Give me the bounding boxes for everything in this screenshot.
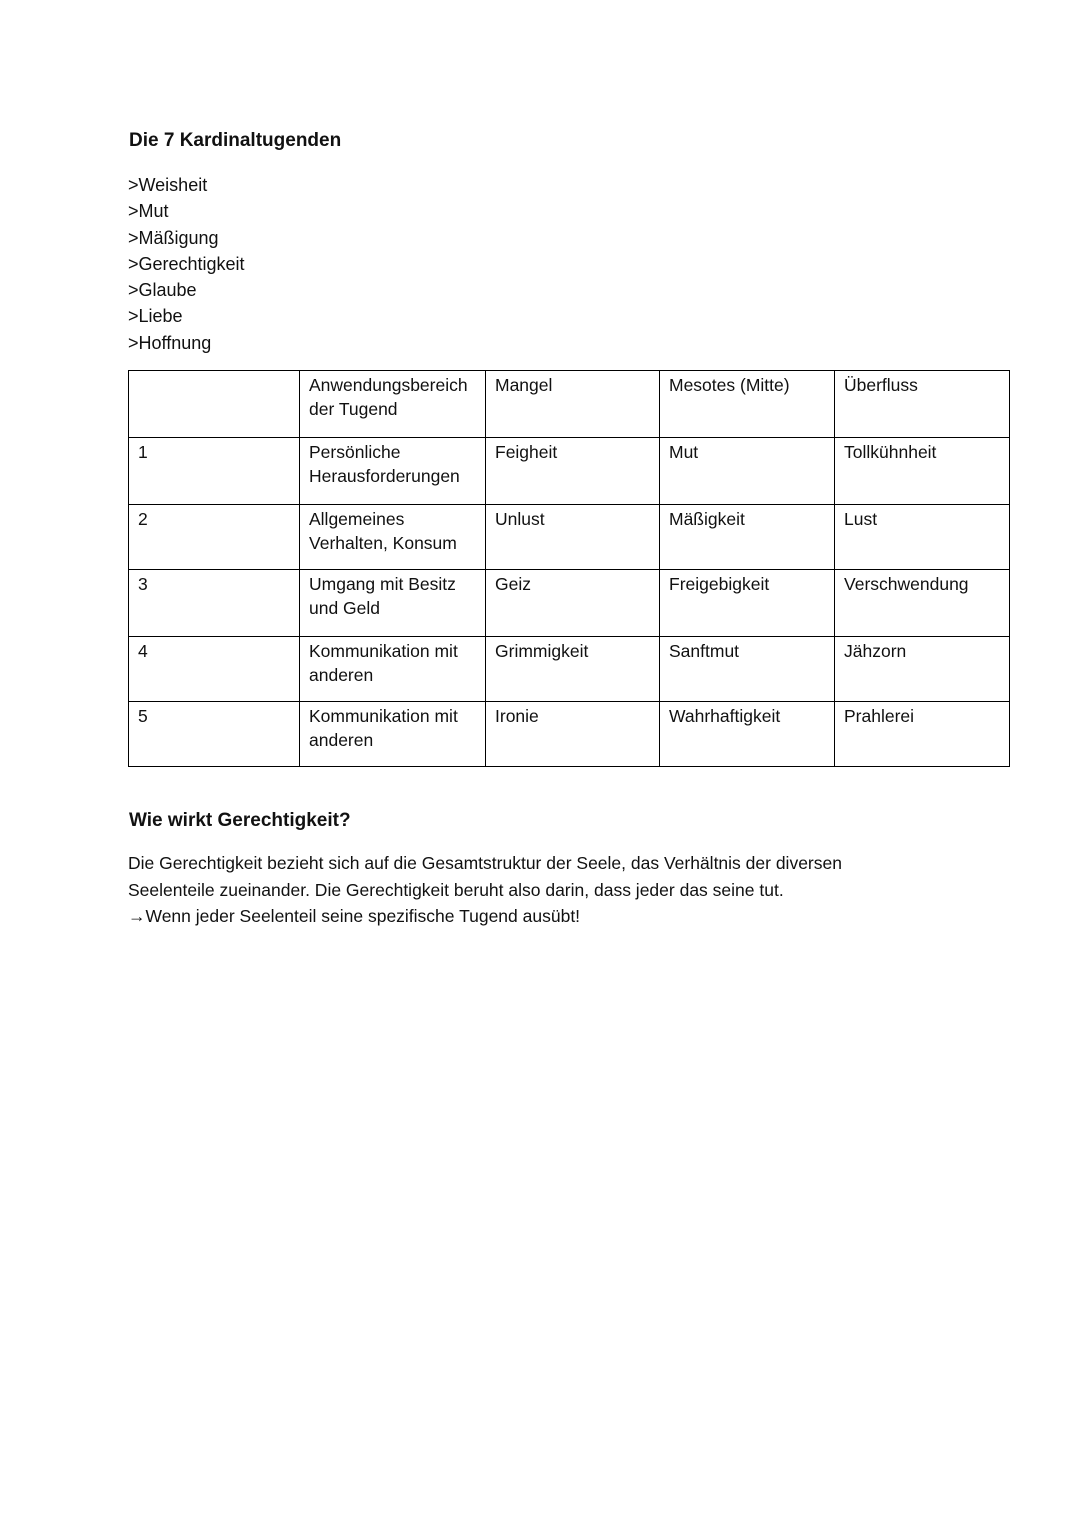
- table-cell: Feigheit: [486, 438, 660, 505]
- paragraph-line: Seelenteile zueinander. Die Gerechtigkeit beruht also darin, dass jeder das seine tut.: [128, 879, 784, 900]
- table-cell: 4: [129, 637, 300, 702]
- table-cell: Unlust: [486, 505, 660, 570]
- table-cell: 3: [129, 570, 300, 637]
- table-cell: Grimmigkeit: [486, 637, 660, 702]
- table-cell: Mäßigkeit: [660, 505, 835, 570]
- table-cell: Mut: [660, 438, 835, 505]
- table-cell: Mangel: [486, 371, 660, 438]
- paragraph-line: →Wenn jeder Seelenteil seine spezifische Tugend ausübt!: [128, 906, 581, 926]
- list-item: >Mäßigung: [128, 227, 219, 248]
- table-cell: Geiz: [486, 570, 660, 637]
- table-cell: Umgang mit Besitz und Geld: [300, 570, 486, 637]
- table-cell: Lust: [835, 505, 1010, 570]
- table-cell: 1: [129, 438, 300, 505]
- table-cell: Anwendungsbereich der Tugend: [300, 371, 486, 438]
- table-row: [129, 637, 1010, 702]
- table-cell: Kommunikation mit anderen: [300, 637, 486, 702]
- section-paragraph: [128, 850, 928, 930]
- table-row: [129, 702, 1010, 767]
- table-row: [129, 438, 1010, 505]
- table-row: [129, 570, 1010, 637]
- table-cell: Kommunikation mit anderen: [300, 702, 486, 767]
- virtue-table: [128, 370, 1010, 767]
- table-cell: Jähzorn: [835, 637, 1010, 702]
- table-row: [129, 505, 1010, 570]
- section-heading: Wie wirkt Gerechtigkeit?: [129, 810, 351, 831]
- table-cell: Allgemeines Verhalten, Konsum: [300, 505, 486, 570]
- table-cell: Sanftmut: [660, 637, 835, 702]
- table-cell: Freigebigkeit: [660, 570, 835, 637]
- table-cell: Tollkühnheit: [835, 438, 1010, 505]
- table-cell: 2: [129, 505, 300, 570]
- table-cell: Persönliche Herausforderungen: [300, 438, 486, 505]
- table-cell: Verschwendung: [835, 570, 1010, 637]
- list-item: >Hoffnung: [128, 332, 212, 353]
- table-cell: Wahrhaftigkeit: [660, 702, 835, 767]
- table-cell: Mesotes (Mitte): [660, 371, 835, 438]
- table-cell: Prahlerei: [835, 702, 1010, 767]
- table-cell: 5: [129, 702, 300, 767]
- table-cell: Ironie: [486, 702, 660, 767]
- table-cell: Überfluss: [835, 371, 1010, 438]
- page-title: Die 7 Kardinaltugenden: [129, 130, 342, 151]
- list-item: >Gerechtigkeit: [128, 253, 245, 274]
- list-item: >Weisheit: [128, 175, 208, 195]
- paragraph-line: Die Gerechtigkeit bezieht sich auf die Gesamtstruktur der Seele, das Verhältnis der diversen: [128, 853, 842, 873]
- list-item: >Glaube: [128, 280, 197, 301]
- virtue-list: [128, 172, 245, 356]
- table-header-row: [129, 371, 1010, 438]
- list-item: >Liebe: [128, 306, 183, 327]
- table-cell: [129, 371, 300, 438]
- list-item: >Mut: [128, 201, 169, 222]
